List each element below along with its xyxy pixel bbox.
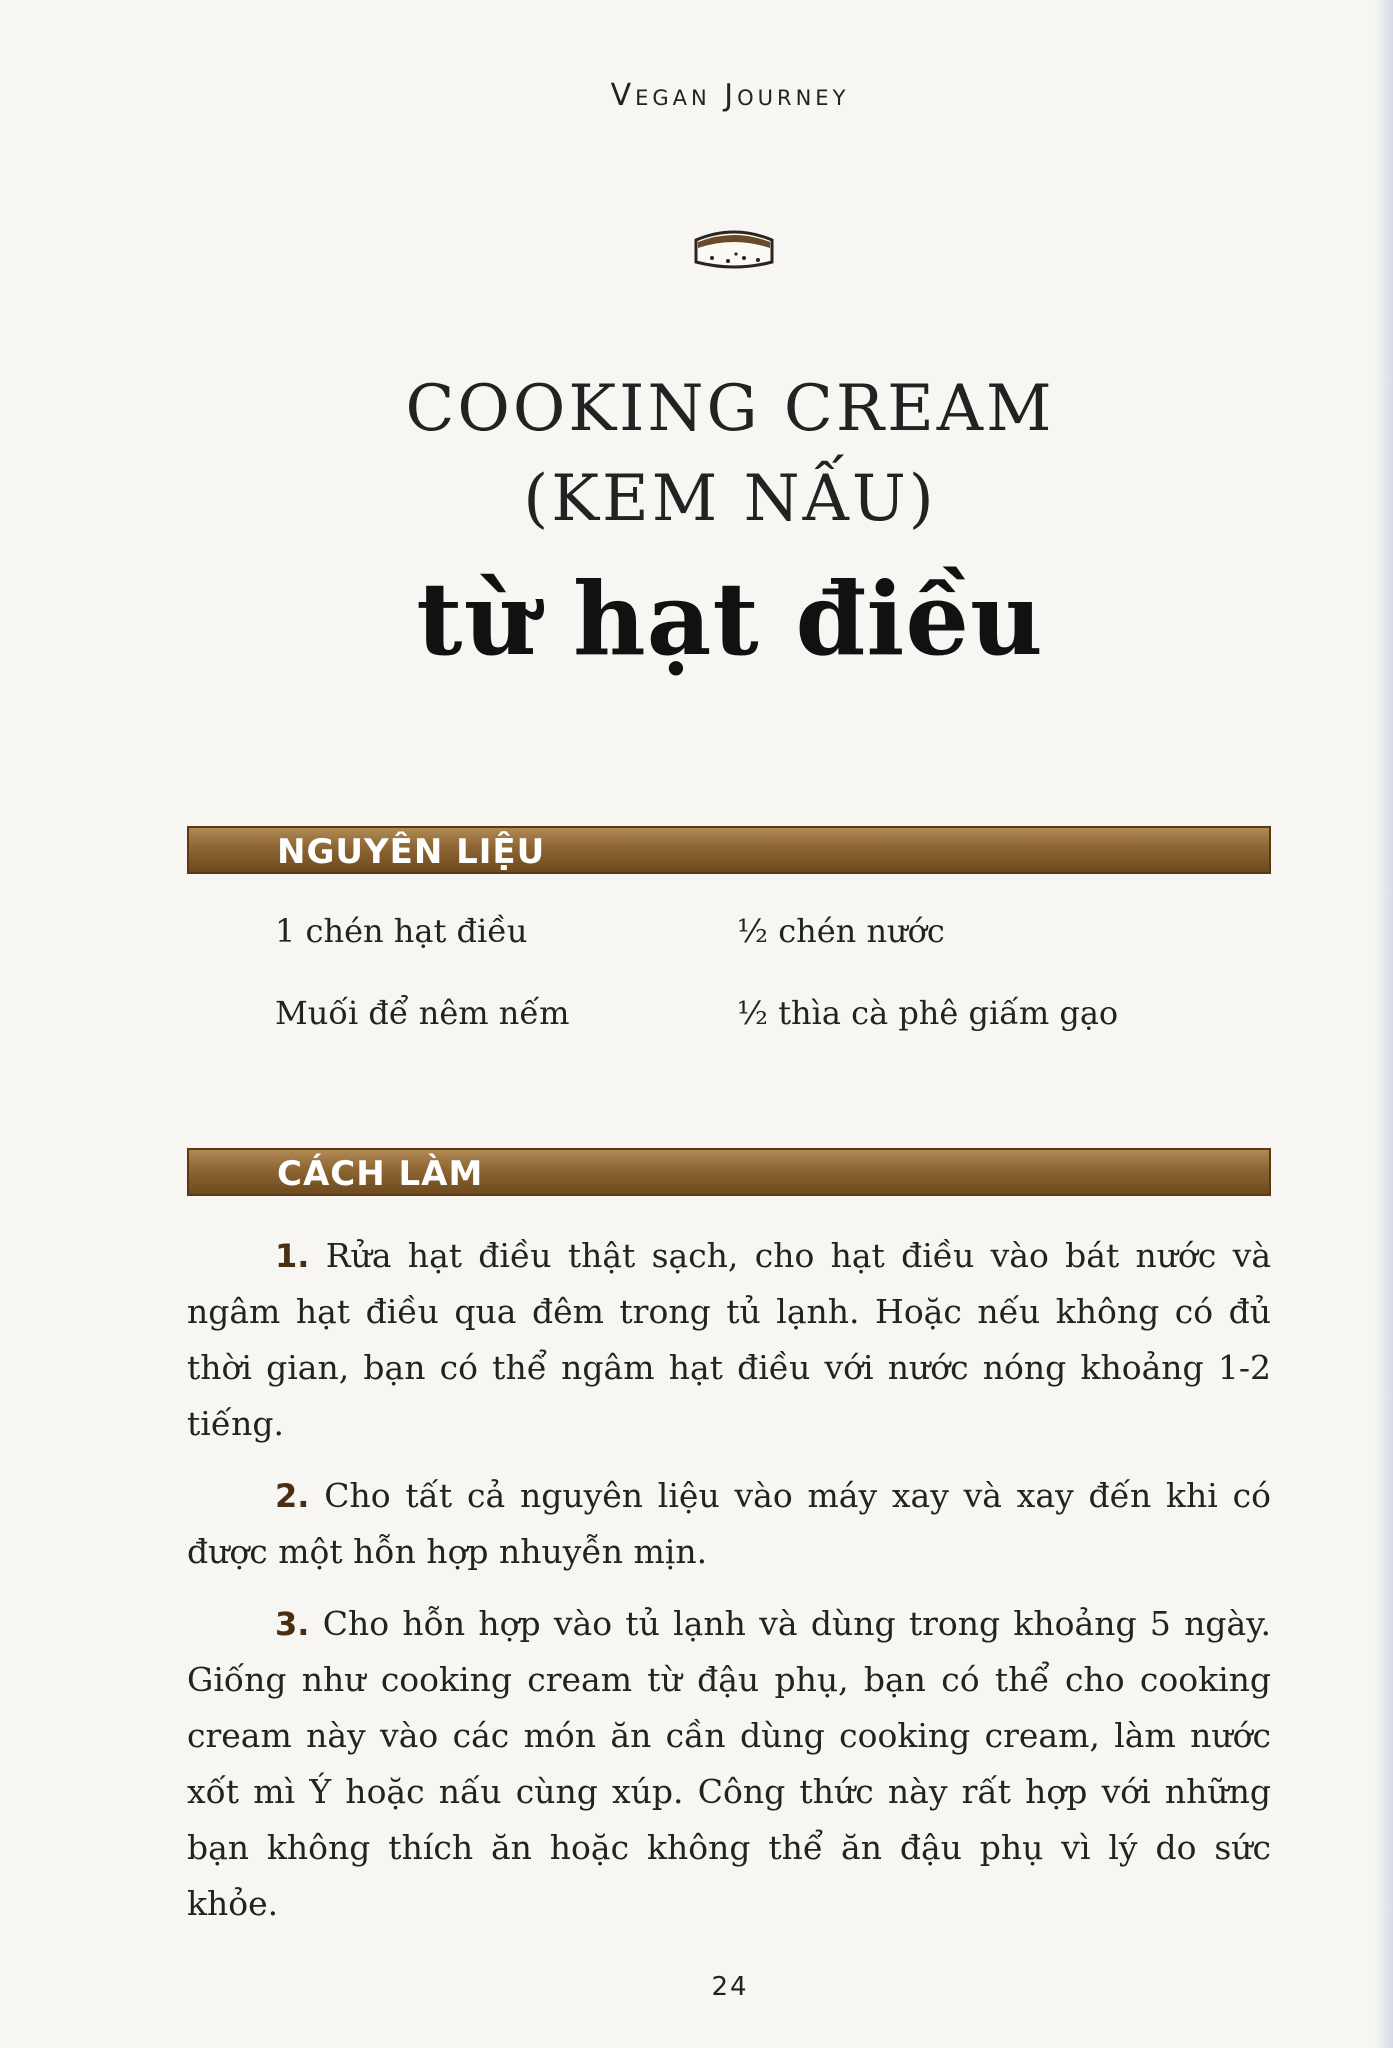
title-line-2: (KEM NẤU) [523, 462, 937, 536]
step-2 [187, 1468, 1271, 1580]
method-heading-bar [187, 1148, 1271, 1196]
step-text: Cho hỗn hợp vào tủ lạnh và dùng trong khoảng 5 ngày. Giống như cooking cream từ đậu phụ, bạn có thể cho cooking cream này vào các món ăn cần dùng cooking cream, làm nước xốt mì Ý hoặc nấu cùng xúp. Công thức này rất hợp với những bạn không thích ăn hoặc không thể ăn đậu phụ vì lý do sức khỏe. [187, 1604, 1271, 1923]
step-number: 1. [275, 1237, 310, 1275]
title-line-1: COOKING CREAM [405, 372, 1055, 446]
ingredients-heading-bar [187, 826, 1271, 874]
ingredient-item: Muối để nêm nếm [275, 994, 570, 1032]
page-number: 24 [711, 1972, 749, 2002]
ingredient-item: ½ thìa cà phê giấm gạo [737, 994, 1119, 1032]
step-number: 3. [275, 1605, 310, 1643]
running-head: Vegan Journey [610, 78, 850, 113]
ingredient-item: 1 chén hạt điều [275, 912, 528, 950]
method-heading: CÁCH LÀM [277, 1154, 484, 1194]
step-1 [187, 1228, 1271, 1452]
page-edge [1375, 0, 1393, 2048]
step-3 [187, 1596, 1271, 1932]
method-steps [187, 1228, 1271, 1948]
cream-cheese-icon [688, 222, 780, 278]
step-number: 2. [275, 1477, 310, 1515]
ingredients-heading: NGUYÊN LIỆU [277, 832, 546, 872]
title-line-3: từ hạt điều [416, 560, 1044, 678]
step-text: Rửa hạt điều thật sạch, cho hạt điều vào bát nước và ngâm hạt điều qua đêm trong tủ lạnh. Hoặc nếu không có đủ thời gian, bạn có thể ngâm hạt điều với nước nóng khoảng 1-2 tiếng. [187, 1236, 1271, 1443]
step-text: Cho tất cả nguyên liệu vào máy xay và xay đến khi có được một hỗn hợp nhuyễn mịn. [187, 1476, 1271, 1571]
ingredient-item: ½ chén nước [737, 912, 945, 950]
